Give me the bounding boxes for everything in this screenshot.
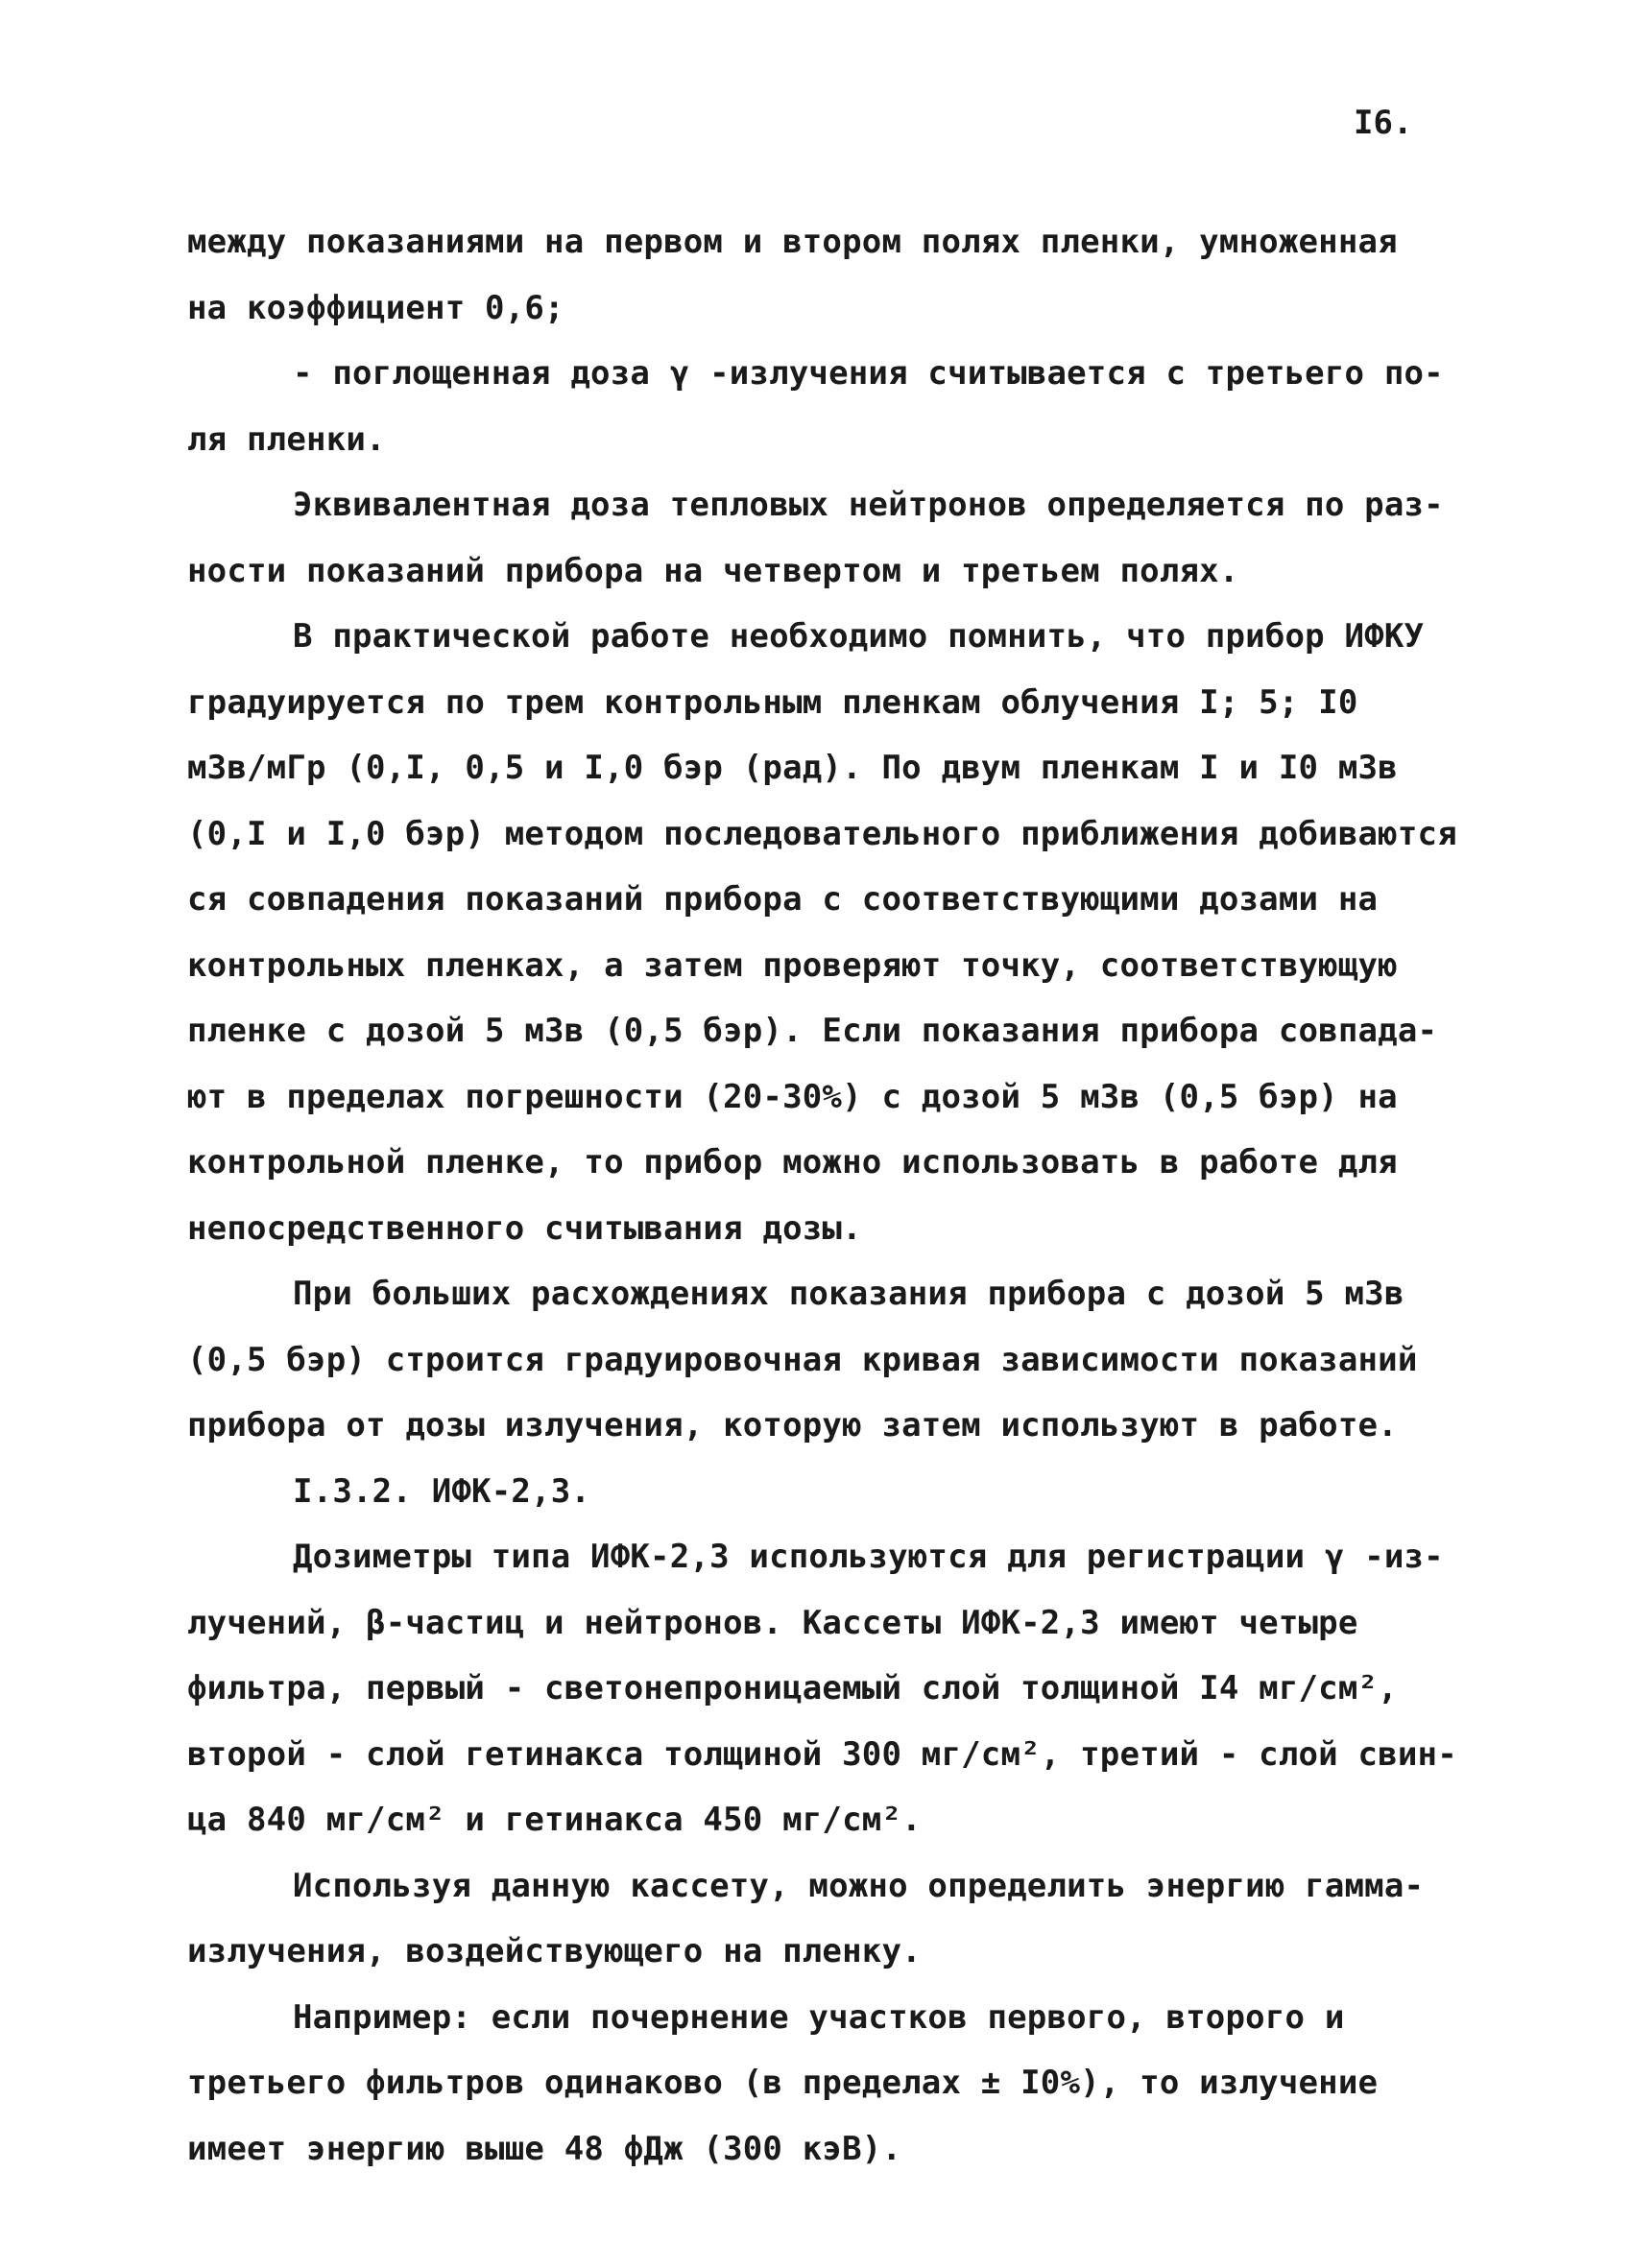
text-line: ся совпадения показаний прибора с соответствующими дозами на — [187, 880, 1379, 919]
text-line: третьего фильтров одинаково (в пределах ± I0%), то излучение — [187, 2064, 1379, 2102]
text-line: Используя данную кассету, можно определить энергию гамма- — [293, 1866, 1425, 1905]
text-line: Эквивалентная доза тепловых нейтронов определяется по раз- — [293, 486, 1444, 524]
text-line: Например: если почернение участков первого, второго и — [293, 1997, 1345, 2037]
text-line: фильтра, первый - светонепроницаемый слой толщиной I4 мг/см², — [187, 1669, 1398, 1707]
body-text — [187, 209, 1493, 2182]
text-line: (0,I и I,0 бэр) методом последовательного приближения добиваются — [187, 814, 1457, 853]
page-number: I6. — [1354, 104, 1413, 142]
text-line: контрольных пленках, а затем проверяют точку, соответствующую — [187, 945, 1398, 985]
text-line: мЗв/мГр (0,I, 0,5 и I,0 бэр (рад). По двум пленкам I и I0 мЗв — [187, 749, 1398, 787]
text-line: В практической работе необходимо помнить, что прибор ИФКУ — [293, 617, 1425, 656]
text-line: ца 840 мг/см² и гетинакса 450 мг/см². — [187, 1801, 922, 1839]
text-line: (0,5 бэр) строится градуировочная кривая зависимости показаний — [187, 1340, 1418, 1379]
text-line: ля пленки. — [187, 419, 386, 459]
text-line: ют в пределах погрешности (20-30%) с дозой 5 мЗв (0,5 бэр) на — [187, 1077, 1398, 1116]
text-line: непосредственного считывания дозы. — [187, 1208, 862, 1248]
text-line: второй - слой гетинакса толщиной 300 мг/см², третий - слой свин- — [187, 1734, 1457, 1774]
text-line: между показаниями на первом и втором полях пленки, умноженная — [187, 223, 1398, 261]
text-line: контрольной пленке, то прибор можно использовать в работе для — [187, 1143, 1398, 1182]
text-line: Дозиметры типа ИФК-2,3 используются для регистрации γ -из- — [293, 1538, 1444, 1576]
text-line: ности показаний прибора на четвертом и третьем полях. — [187, 551, 1239, 590]
text-line: градуируется по трем контрольным пленкам облучения I; 5; I0 — [187, 682, 1358, 722]
text-line: излучения, воздействующего на пленку. — [187, 1932, 922, 1970]
text-line: на коэффициент 0,6; — [187, 288, 564, 327]
text-line: - поглощенная доза γ -излучения считывается с третьего по- — [293, 354, 1444, 393]
text-line: При больших расхождениях показания прибора с дозой 5 мЗв — [293, 1275, 1404, 1313]
text-line: пленке с дозой 5 мЗв (0,5 бэр). Если показания прибора совпада- — [187, 1012, 1438, 1050]
text-line: I.3.2. ИФК-2,3. — [293, 1471, 591, 1511]
text-line: прибора от дозы излучения, которую затем используют в работе. — [187, 1406, 1398, 1444]
text-line: имеет энергию выше 48 фДж (300 кэВ). — [187, 2129, 902, 2168]
text-line: лучений, β-частиц и нейтронов. Кассеты ИФК-2,3 имеют четыре — [187, 1603, 1358, 1642]
